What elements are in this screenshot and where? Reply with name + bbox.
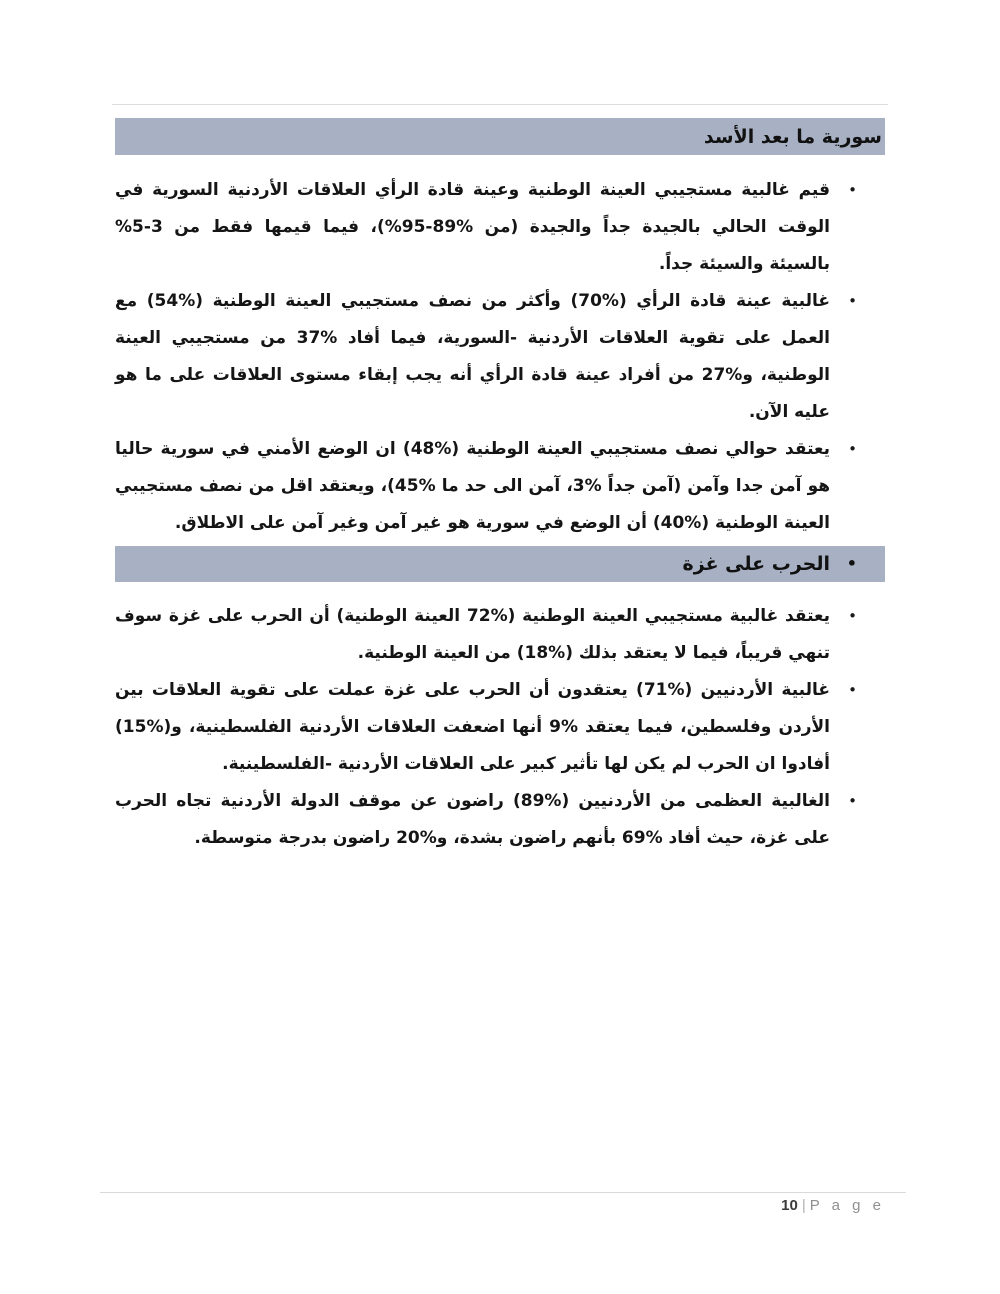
- bullet-icon: •: [848, 440, 857, 458]
- section-syria-list: [115, 172, 885, 542]
- page-separator: |: [801, 1197, 806, 1214]
- bullet-text: قيم غالبية مستجيبي العينة الوطنية وعينة قادة الرأي العلاقات الأردنية السورية في الوقت الحالي بالجيدة جداً والجيدة (من %89‏-‏%95)، فيما قيمها فقط من 3‏-‏%5 بالسيئة والسيئة جداً.: [115, 180, 830, 274]
- bullet-icon: •: [848, 681, 857, 699]
- list-item: [115, 283, 885, 431]
- bullet-text: يعتقد غالبية مستجيبي العينة الوطنية (%72 العينة الوطنية) أن الحرب على غزة سوف تنهي قريباً، فيما لا يعتقد بذلك (%18) من العينة الوطنية.: [115, 606, 830, 663]
- page-footer: [781, 1197, 885, 1214]
- bullet-text: يعتقد حوالي نصف مستجيبي العينة الوطنية (%48) ان الوضع الأمني في سورية حاليا هو آمن جدا وآمن (آمن جداً %3، آمن الى حد ما %45)، ويعتقد اقل من نصف مستجيبي العينة الوطنية (%40) أن الوضع في سورية هو غير آمن وغير آمن على الاطلاق.: [115, 439, 831, 533]
- bullet-text: غالبية عينة قادة الرأي (%70) وأكثر من نصف مستجيبي العينة الوطنية (%54) مع العمل على تقوية العلاقات الأردنية -السورية، فيما أفاد %37 من مستجيبي العينة الوطنية، و%27 من أفراد عينة قادة الرأي أنه يجب إبقاء مستوى العلاقات على ما هو عليه الآن.: [115, 291, 830, 422]
- bullet-text: الغالبية العظمى من الأردنيين (%89) راضون عن موقف الدولة الأردنية تجاه الحرب على غزة، حيث أفاد %69 بأنهم راضون بشدة، و%20 راضون بدرجة متوسطة.: [115, 791, 830, 848]
- page-label: P a g e: [809, 1197, 885, 1214]
- bullet-icon: •: [848, 181, 857, 199]
- list-item: [115, 172, 885, 283]
- list-item: [115, 431, 885, 542]
- page-number: 10: [781, 1197, 798, 1214]
- bullet-icon: •: [846, 554, 857, 573]
- section-gaza-list: [115, 598, 885, 857]
- list-item: [115, 783, 885, 857]
- section-header-gaza: [115, 546, 885, 582]
- bullet-icon: •: [848, 292, 857, 310]
- list-item: [115, 598, 885, 672]
- bullet-icon: •: [848, 792, 857, 810]
- section-title: سورية ما بعد الأسد: [703, 125, 882, 148]
- document-body: [115, 118, 885, 857]
- section-title: الحرب على غزة: [682, 553, 830, 575]
- footer-divider: [100, 1192, 906, 1193]
- bullet-icon: •: [848, 607, 857, 625]
- header-divider: [112, 104, 888, 105]
- list-item: [115, 672, 885, 783]
- section-header-syria: [115, 118, 885, 155]
- bullet-text: غالبية الأردنيين (%71) يعتقدون أن الحرب على غزة عملت على تقوية العلاقات بين الأردن وفلسطين، فيما يعتقد %9 أنها اضعفت العلاقات الأردنية الفلسطينية، و(%15) أفادوا ان الحرب لم يكن لها تأثير كبير على العلاقات الأردنية -الفلسطينية.: [115, 680, 831, 774]
